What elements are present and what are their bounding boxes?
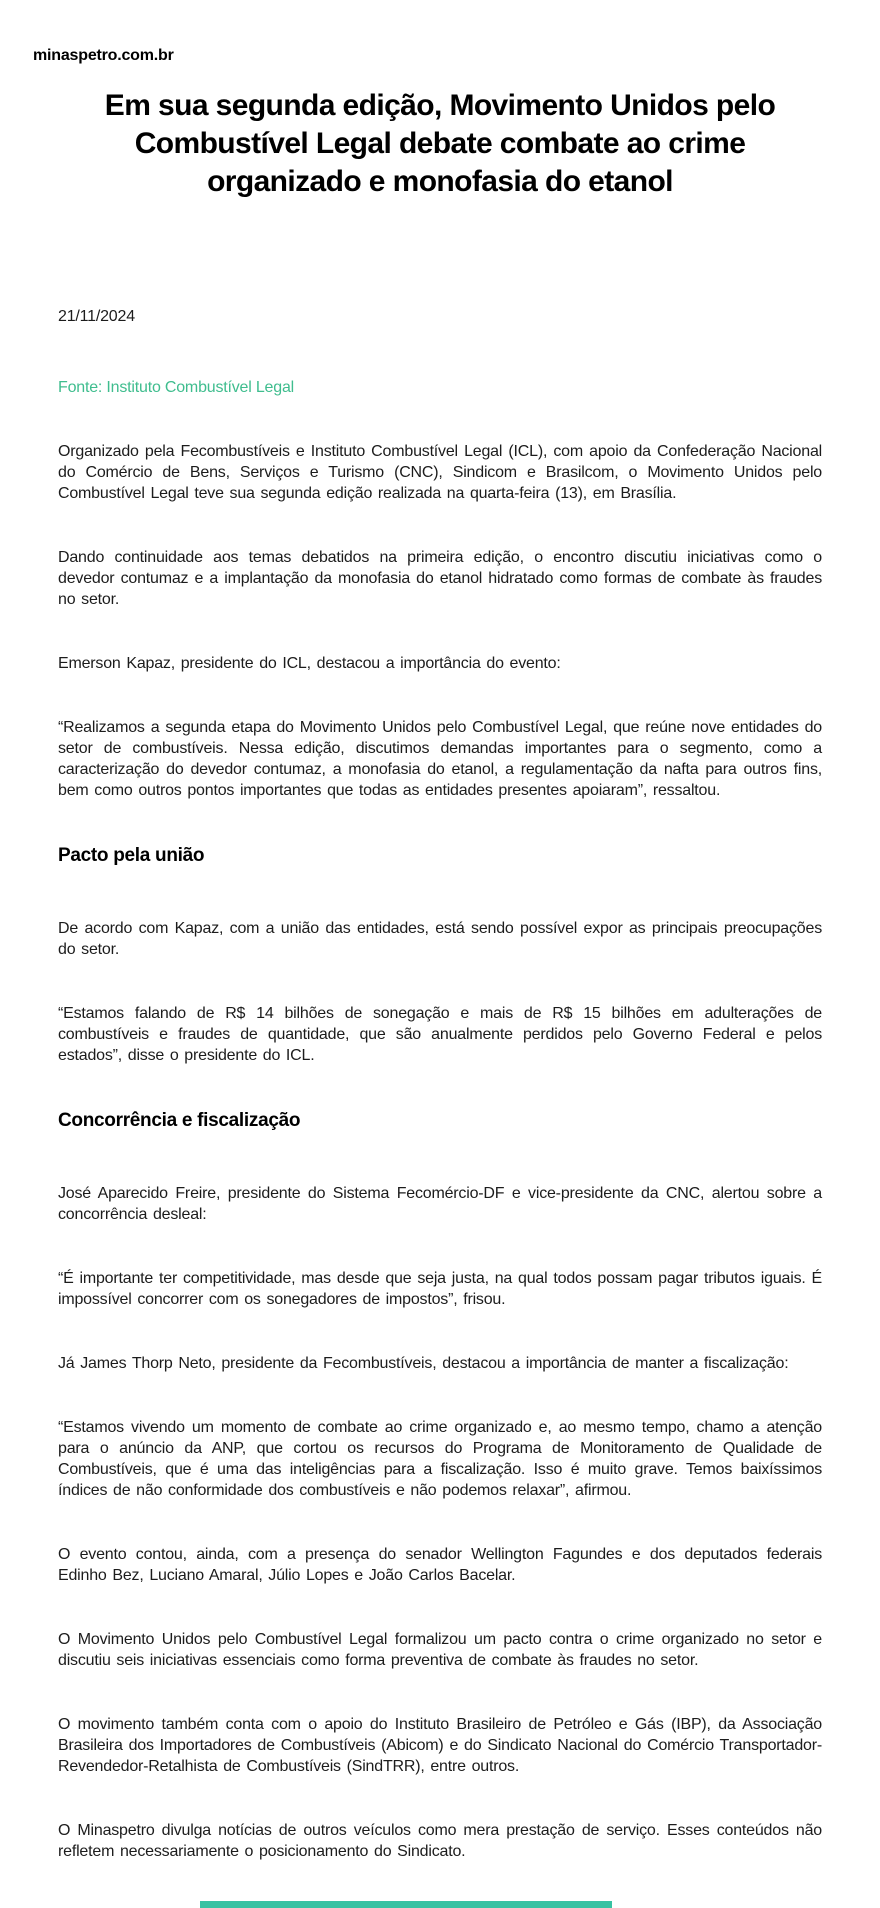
article-page (0, 47, 880, 1908)
section-heading-concorrencia-e-fiscalizacao: Concorrência e fiscalização (58, 1110, 301, 1131)
paragraph: O Minaspetro divulga notícias de outros veículos como mera prestação de serviço. Esses conteúdos não refletem necessariamente o posicionamento do Sindicato. (58, 1822, 822, 1860)
paragraph: “Estamos vivendo um momento de combate ao crime organizado e, ao mesmo tempo, chamo a atenção para o anúncio da ANP, que cortou os recursos do Programa de Monitoramento de Qualidade de Combustíveis, que é uma das inteligências para a fiscalização. Isso é muito grave. Temos baixíssimos índices de não conformidade dos combustíveis e não podemos relaxar”, afirmou. (58, 1419, 822, 1499)
paragraph: “Realizamos a segunda etapa do Movimento Unidos pelo Combustível Legal, que reúne nove entidades do setor de combustíveis. Nessa edição, discutimos demandas importantes para o segmento, como a caracterização do devedor contumaz, a monofasia do etanol, a regulamentação da nafta para outros fins, bem como outros pontos importantes que todas as entidades presentes apoiaram”, ressaltou. (58, 719, 822, 799)
paragraph: O movimento também conta com o apoio do Instituto Brasileiro de Petróleo e Gás (IBP), da Associação Brasileira dos Importadores de Combustíveis (Abicom) e do Sindicato Nacional do Comércio Transportador-Revendedor-Retalhista de Combustíveis (SindTRR), entre outros. (58, 1716, 822, 1775)
paragraph: José Aparecido Freire, presidente do Sistema Fecomércio-DF e vice-presidente da CNC, alertou sobre a concorrência desleal: (58, 1185, 822, 1223)
section-heading-pacto-pela-uniao: Pacto pela união (58, 845, 205, 866)
site-domain-label: minaspetro.com.br (33, 47, 174, 64)
article-title: Em sua segunda edição, Movimento Unidos pelo Combustível Legal debate combate ao crime organizado e monofasia do etanol (104, 89, 776, 198)
paragraph: De acordo com Kapaz, com a união das entidades, está sendo possível expor as principais preocupações do setor. (58, 920, 822, 958)
paragraph: O Movimento Unidos pelo Combustível Legal formalizou um pacto contra o crime organizado no setor e discutiu seis iniciativas essenciais como forma preventiva de combate às fraudes no setor. (58, 1631, 822, 1669)
article-source-link[interactable]: Fonte: Instituto Combustível Legal (58, 379, 294, 396)
article-body (0, 306, 880, 1862)
paragraph: Emerson Kapaz, presidente do ICL, destacou a importância do evento: (58, 655, 561, 672)
paragraph: “É importante ter competitividade, mas desde que seja justa, na qual todos possam pagar tributos iguais. É impossível concorrer com os sonegadores de impostos”, frisou. (58, 1270, 822, 1308)
paragraph: “Estamos falando de R$ 14 bilhões de sonegação e mais de R$ 15 bilhões em adulterações de combustíveis e fraudes de quantidade, que são anualmente perdidos pelo Governo Federal e pelos estados”, disse o presidente do ICL. (58, 1005, 822, 1064)
paragraph: O evento contou, ainda, com a presença do senador Wellington Fagundes e dos deputados federais Edinho Bez, Luciano Amaral, Júlio Lopes e João Carlos Bacelar. (58, 1546, 822, 1584)
footer-accent-bar (200, 1901, 612, 1908)
paragraph: Organizado pela Fecombustíveis e Instituto Combustível Legal (ICL), com apoio da Confederação Nacional do Comércio de Bens, Serviços e Turismo (CNC), Sindicom e Brasilcom, o Movimento Unidos pelo Combustível Legal teve sua segunda edição realizada na quarta-feira (13), em Brasília. (58, 443, 822, 502)
paragraph: Dando continuidade aos temas debatidos na primeira edição, o encontro discutiu iniciativas como o devedor contumaz e a implantação da monofasia do etanol hidratado como formas de combate às fraudes no setor. (58, 549, 822, 608)
paragraph: Já James Thorp Neto, presidente da Fecombustíveis, destacou a importância de manter a fiscalização: (58, 1355, 789, 1372)
article-date: 21/11/2024 (58, 308, 135, 325)
